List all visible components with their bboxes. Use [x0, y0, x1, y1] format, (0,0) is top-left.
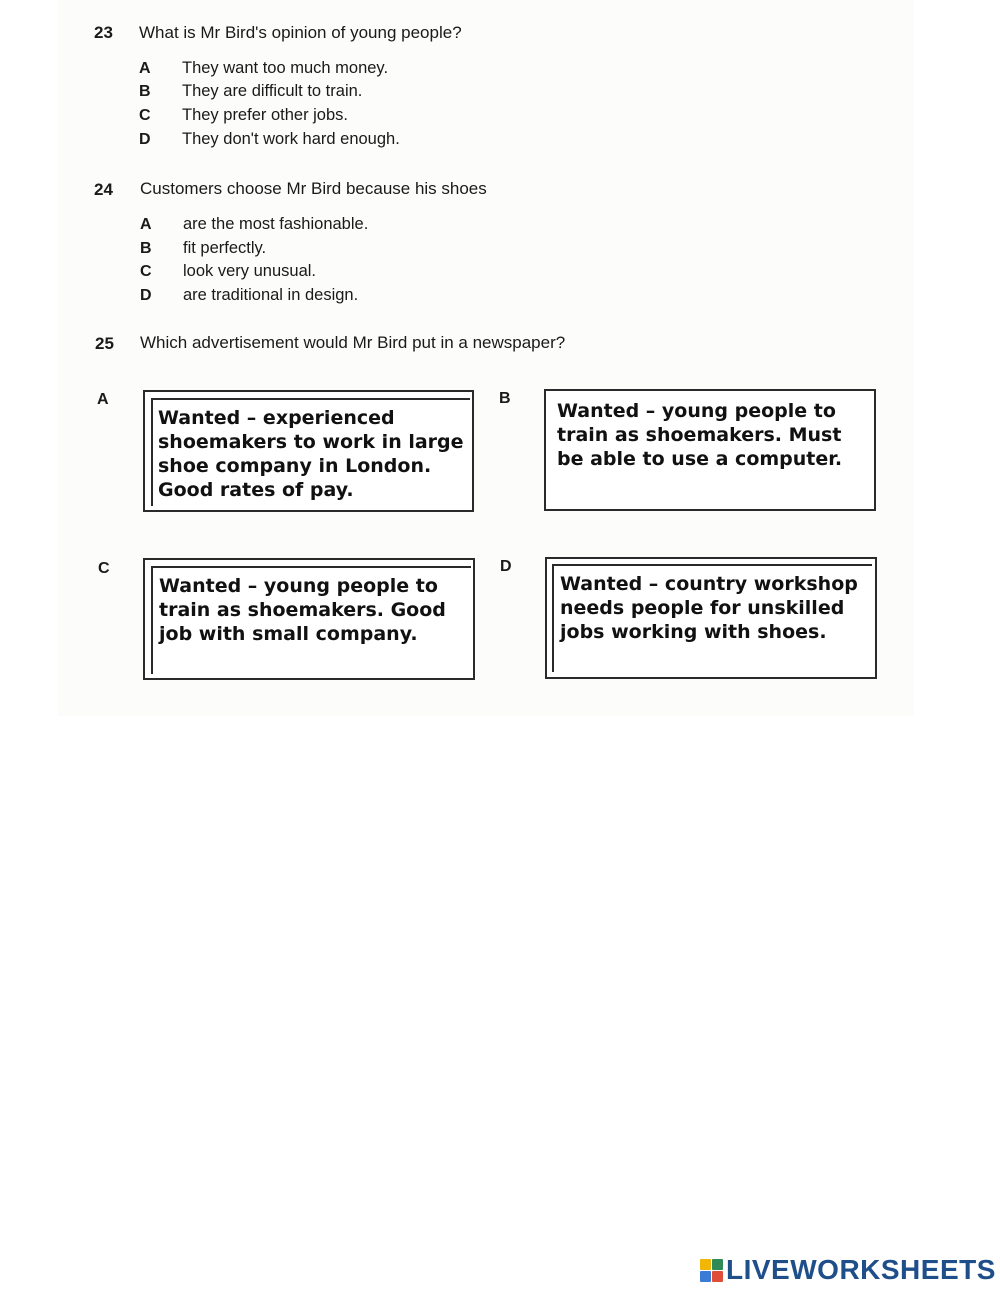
logo-square-1	[700, 1259, 711, 1270]
question-24-number: 24	[94, 180, 113, 199]
q23-option-a-letter: A	[139, 60, 151, 77]
q23-option-b-letter: B	[139, 83, 151, 100]
q23-option-c-letter: C	[139, 107, 151, 124]
q24-option-b-letter: B	[140, 240, 152, 257]
logo-square-2	[712, 1259, 723, 1270]
ad-a-box[interactable]	[143, 390, 474, 512]
q23-option-d-text[interactable]: They don't work hard enough.	[182, 130, 400, 148]
question-23-number: 23	[94, 23, 113, 42]
ad-b-line-2: train as shoemakers. Must	[557, 424, 842, 446]
ad-d-box[interactable]	[545, 557, 877, 679]
q23-option-b-text[interactable]: They are difficult to train.	[182, 82, 363, 100]
ad-d-letter: D	[500, 558, 512, 575]
ad-c-letter: C	[98, 560, 110, 577]
ad-b-letter: B	[499, 390, 511, 407]
ad-b-line-1: Wanted – young people to	[557, 400, 836, 422]
question-25-text: Which advertisement would Mr Bird put in a newspaper?	[140, 333, 566, 352]
ad-a-line-2: shoemakers to work in large	[158, 431, 464, 453]
liveworksheets-logo-icon	[700, 1259, 723, 1282]
q24-option-c-letter: C	[140, 263, 152, 280]
ad-d-line-1: Wanted – country workshop	[560, 573, 858, 595]
q23-option-a-text[interactable]: They want too much money.	[182, 59, 389, 77]
ad-c-line-3: job with small company.	[159, 623, 418, 645]
liveworksheets-logo-text: LIVEWORKSHEETS	[726, 1254, 996, 1285]
ad-d-text	[552, 564, 872, 672]
question-25-number: 25	[95, 334, 114, 353]
ad-c-line-2: train as shoemakers. Good	[159, 599, 446, 621]
ad-b-box[interactable]	[544, 389, 876, 511]
ad-d-line-2: needs people for unskilled	[560, 597, 845, 619]
ad-c-line-1: Wanted – young people to	[159, 575, 438, 597]
logo-square-3	[700, 1271, 711, 1282]
q24-option-a-letter: A	[140, 216, 152, 233]
question-23-text: What is Mr Bird's opinion of young people?	[139, 23, 462, 42]
ad-b-line-3: be able to use a computer.	[557, 448, 843, 470]
q24-option-b-text[interactable]: fit perfectly.	[183, 239, 267, 257]
q24-option-a-text[interactable]: are the most fashionable.	[183, 215, 369, 233]
ad-a-line-4: Good rates of pay.	[158, 479, 354, 501]
ad-d-line-3: jobs working with shoes.	[560, 621, 827, 643]
ad-c-text	[151, 566, 471, 674]
ad-a-letter: A	[97, 391, 109, 408]
liveworksheets-logo	[700, 1254, 996, 1286]
logo-square-4	[712, 1271, 723, 1282]
ad-b-text	[557, 399, 869, 499]
q24-option-d-letter: D	[140, 287, 152, 304]
q23-option-d-letter: D	[139, 131, 151, 148]
ad-a-line-3: shoe company in London.	[158, 455, 432, 477]
q23-option-c-text[interactable]: They prefer other jobs.	[182, 106, 348, 124]
question-24-text: Customers choose Mr Bird because his shoes	[140, 179, 487, 198]
q24-option-c-text[interactable]: look very unusual.	[183, 262, 316, 280]
ad-a-line-1: Wanted – experienced	[158, 407, 395, 429]
ad-c-box[interactable]	[143, 558, 475, 680]
ad-a-text	[151, 398, 470, 506]
q24-option-d-text[interactable]: are traditional in design.	[183, 286, 359, 304]
